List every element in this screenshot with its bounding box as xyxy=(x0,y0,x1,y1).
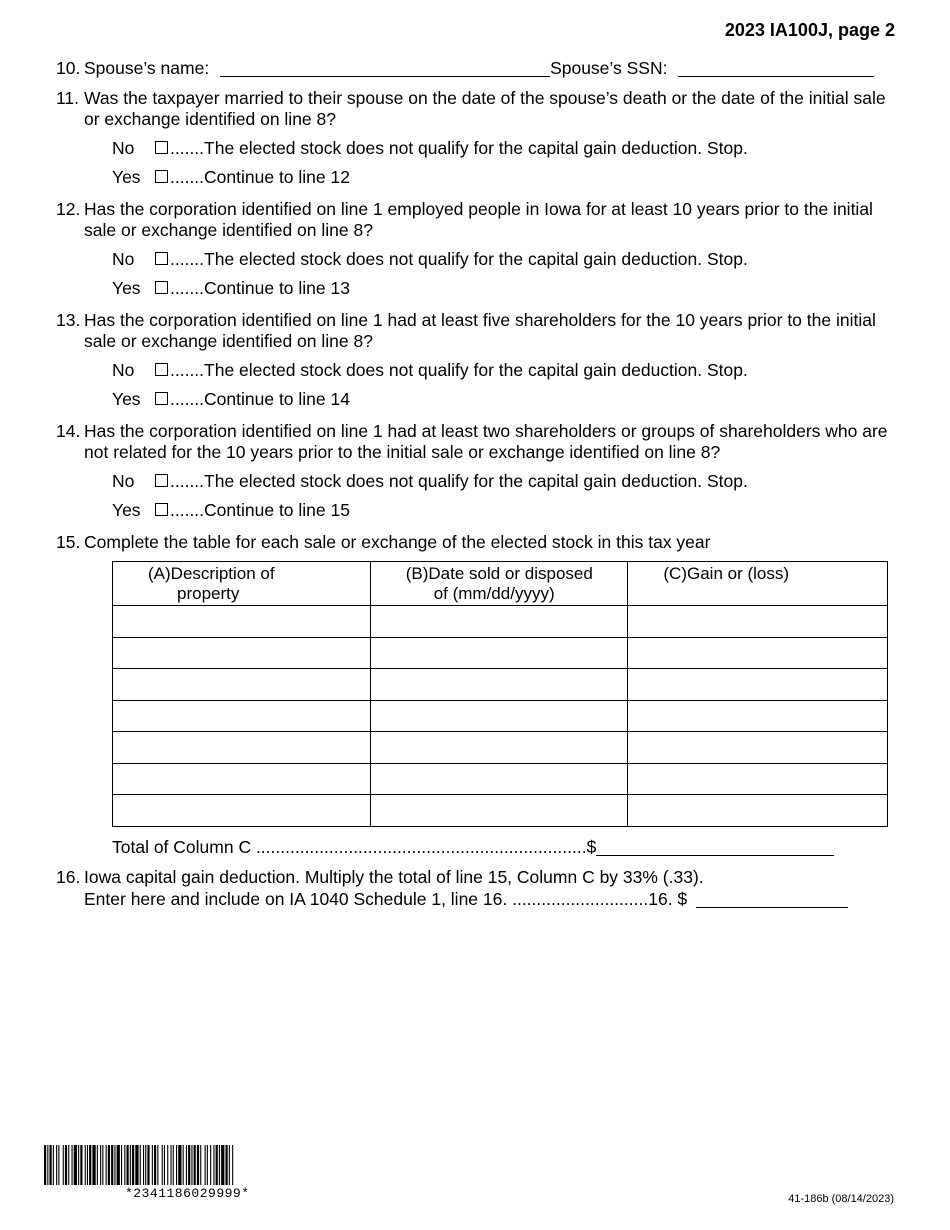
deduction-field[interactable] xyxy=(696,892,848,908)
question-text: Has the corporation identified on line 1 employed people in Iowa for at least 10 years prior to the initial sale or exchange identified on line 8? xyxy=(84,199,873,240)
table-row xyxy=(113,606,888,638)
form-id: 41-186b (08/14/2023) xyxy=(788,1193,894,1205)
question-13 xyxy=(56,310,896,351)
table-row xyxy=(113,700,888,732)
question-text: Complete the table for each sale or exchange of the elected stock in this tax year xyxy=(84,532,711,552)
option-yes xyxy=(112,389,350,410)
date-cell[interactable] xyxy=(370,732,628,764)
line-number: 15. xyxy=(56,532,81,552)
total-column-c xyxy=(112,837,834,858)
option-text: .......The elected stock does not qualify for the capital gain deduction. Stop. xyxy=(170,138,748,158)
option-label: No xyxy=(112,138,135,158)
line-number: 13. xyxy=(56,310,81,330)
no-checkbox[interactable] xyxy=(155,363,168,376)
question-text: Has the corporation identified on line 1 had at least two shareholders or groups of shareholders who are not related for the 10 years prior to the initial sale or exchange identified on line 8? xyxy=(84,421,888,462)
barcode xyxy=(44,1145,326,1185)
gain-cell[interactable] xyxy=(628,732,888,764)
total-field[interactable] xyxy=(596,840,834,856)
line-number: 10. xyxy=(56,58,81,78)
question-14 xyxy=(56,421,896,462)
date-cell[interactable] xyxy=(370,637,628,669)
line-16 xyxy=(56,867,704,888)
table-row xyxy=(113,763,888,795)
description-cell[interactable] xyxy=(113,669,371,701)
column-title-line2: property xyxy=(177,584,240,603)
column-header-b xyxy=(370,562,628,606)
spouse-name-label: Spouse’s name: xyxy=(84,58,210,78)
line-16-entry xyxy=(84,889,848,910)
option-no xyxy=(112,360,748,381)
line-16-text: Iowa capital gain deduction. Multiply the total of line 15, Column C by 33% (.33). xyxy=(84,867,704,887)
gain-cell[interactable] xyxy=(628,669,888,701)
table-row xyxy=(113,795,888,827)
question-11 xyxy=(56,88,896,129)
gain-cell[interactable] xyxy=(628,795,888,827)
option-text: .......The elected stock does not qualify for the capital gain deduction. Stop. xyxy=(170,249,748,269)
date-cell[interactable] xyxy=(370,669,628,701)
gain-cell[interactable] xyxy=(628,637,888,669)
yes-checkbox[interactable] xyxy=(155,170,168,183)
spouse-ssn-field[interactable] xyxy=(678,61,874,77)
column-title: Gain or (loss) xyxy=(687,564,790,583)
yes-checkbox[interactable] xyxy=(155,281,168,294)
line-16-ref: 16. $ xyxy=(648,889,688,909)
question-15 xyxy=(56,532,896,553)
question-text: Has the corporation identified on line 1 had at least five shareholders for the 10 years prior to the initial sale or exchange identified on line 8? xyxy=(84,310,876,351)
description-cell[interactable] xyxy=(113,795,371,827)
barcode-text: *2341186029999* xyxy=(125,1186,250,1201)
option-label: Yes xyxy=(112,500,141,520)
column-letter: (B) xyxy=(405,564,429,583)
date-cell[interactable] xyxy=(370,606,628,638)
option-text: .......Continue to line 13 xyxy=(170,278,350,298)
currency-symbol: $ xyxy=(586,837,597,857)
yes-checkbox[interactable] xyxy=(155,392,168,405)
column-letter: (A) xyxy=(148,564,171,583)
description-cell[interactable] xyxy=(113,732,371,764)
option-text: .......Continue to line 14 xyxy=(170,389,350,409)
table-row xyxy=(113,637,888,669)
column-title-line2: of (mm/dd/yyyy) xyxy=(433,584,555,603)
table-header-row xyxy=(113,562,888,606)
spouse-name-field[interactable] xyxy=(220,61,550,77)
column-title: Description of xyxy=(170,564,275,583)
description-cell[interactable] xyxy=(113,763,371,795)
option-label: Yes xyxy=(112,278,141,298)
line-number: 12. xyxy=(56,199,81,219)
option-label: Yes xyxy=(112,389,141,409)
description-cell[interactable] xyxy=(113,637,371,669)
no-checkbox[interactable] xyxy=(155,474,168,487)
option-text: .......Continue to line 12 xyxy=(170,167,350,187)
option-label: No xyxy=(112,360,135,380)
option-no xyxy=(112,249,748,270)
option-yes xyxy=(112,278,350,299)
option-text: .......The elected stock does not qualify for the capital gain deduction. Stop. xyxy=(170,360,748,380)
gain-cell[interactable] xyxy=(628,606,888,638)
description-cell[interactable] xyxy=(113,700,371,732)
date-cell[interactable] xyxy=(370,700,628,732)
no-checkbox[interactable] xyxy=(155,141,168,154)
option-yes xyxy=(112,500,350,521)
gain-cell[interactable] xyxy=(628,763,888,795)
no-checkbox[interactable] xyxy=(155,252,168,265)
column-header-a xyxy=(113,562,371,606)
option-text: .......Continue to line 15 xyxy=(170,500,350,520)
spouse-ssn-label: Spouse’s SSN: xyxy=(550,58,668,78)
option-text: .......The elected stock does not qualify for the capital gain deduction. Stop. xyxy=(170,471,748,491)
line-number: 11. xyxy=(56,88,80,108)
table-row xyxy=(113,732,888,764)
total-label: Total of Column C .................................................................... xyxy=(112,837,587,857)
option-label: No xyxy=(112,471,135,491)
option-label: No xyxy=(112,249,135,269)
option-label: Yes xyxy=(112,167,141,187)
column-header-c xyxy=(628,562,888,606)
table-row xyxy=(113,669,888,701)
sales-table xyxy=(112,561,888,827)
gain-cell[interactable] xyxy=(628,700,888,732)
description-cell[interactable] xyxy=(113,606,371,638)
question-12 xyxy=(56,199,896,240)
column-letter: (C) xyxy=(663,564,687,583)
line-number: 16. xyxy=(56,867,81,887)
line-16-instruction: Enter here and include on IA 1040 Schedule 1, line 16. ............................ xyxy=(84,889,649,909)
option-no xyxy=(112,471,748,492)
option-no xyxy=(112,138,748,159)
line-10 xyxy=(56,58,874,79)
option-yes xyxy=(112,167,350,188)
page-header-title: 2023 IA100J, page 2 xyxy=(724,20,895,40)
date-cell[interactable] xyxy=(370,763,628,795)
yes-checkbox[interactable] xyxy=(155,503,168,516)
question-text: Was the taxpayer married to their spouse on the date of the spouse’s death or the date of the initial sale or exchange identified on line 8? xyxy=(84,88,886,129)
column-title: Date sold or disposed xyxy=(428,564,593,583)
date-cell[interactable] xyxy=(370,795,628,827)
line-number: 14. xyxy=(56,421,81,441)
